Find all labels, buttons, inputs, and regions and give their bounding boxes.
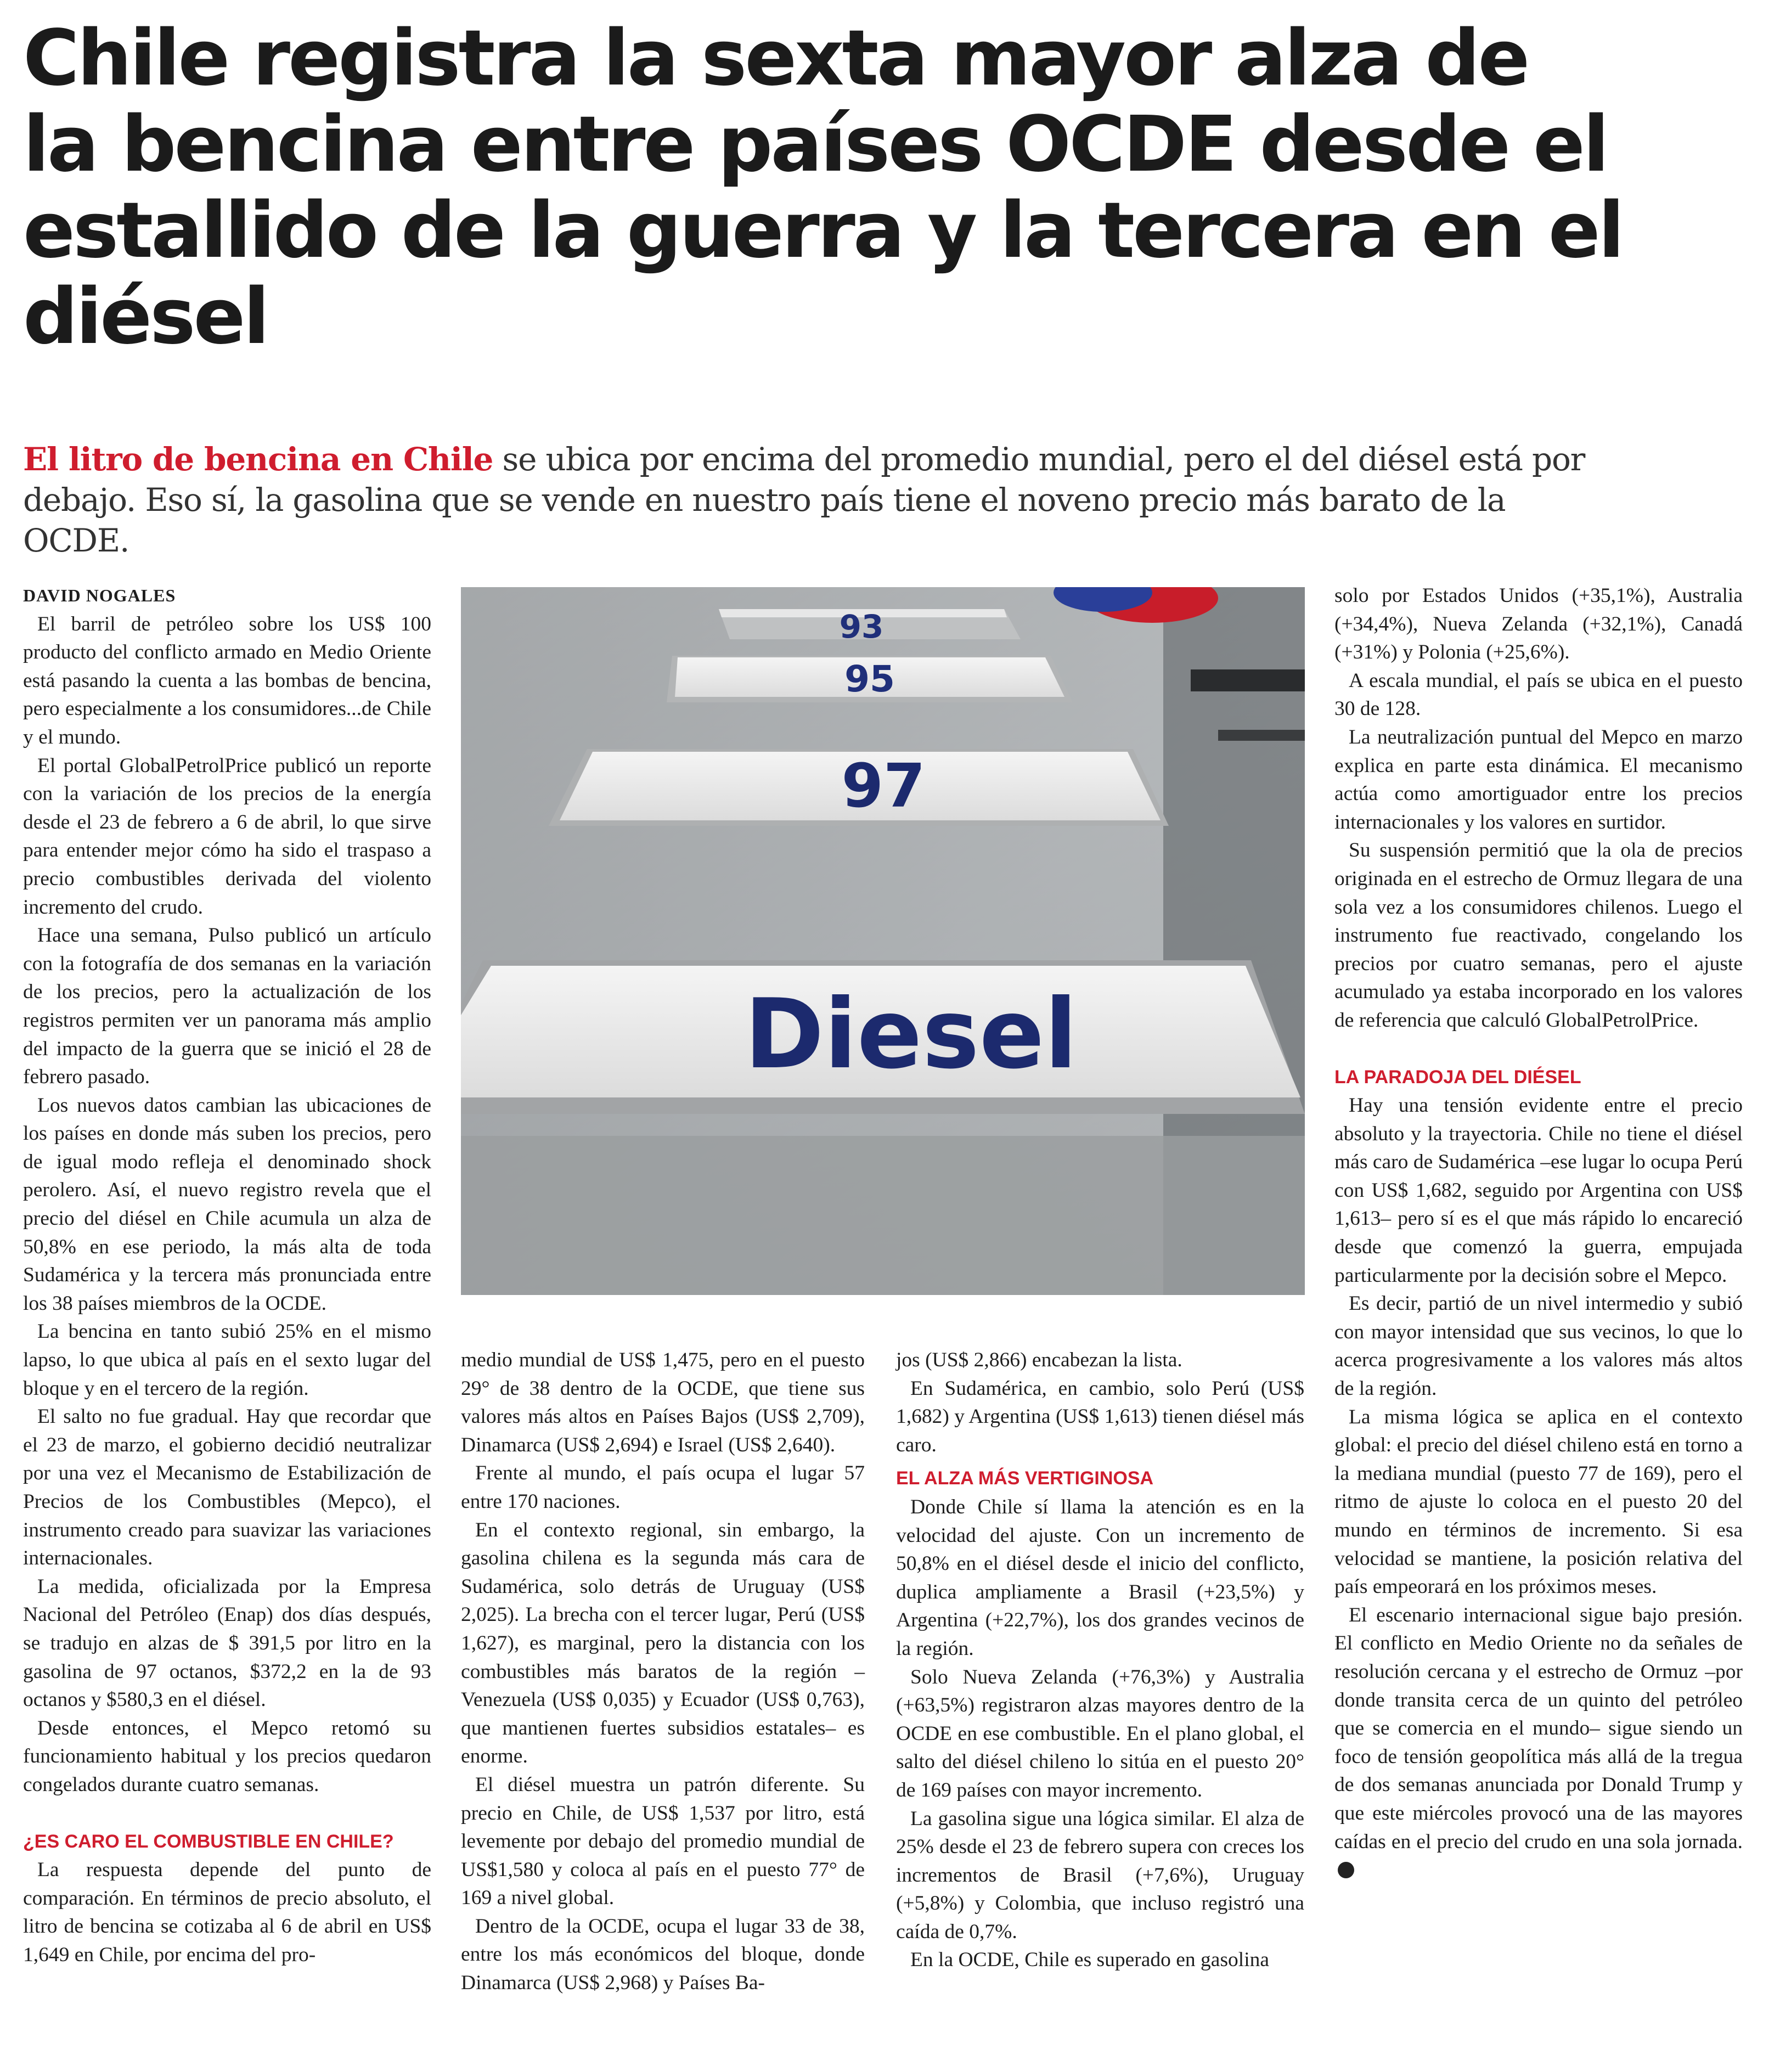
paragraph: Es decir, partió de un nivel intermedio y subió con mayor intensidad que sus vecinos, lo que lo acerca progresivamente a los valores más altos de la región.: [1334, 1292, 1743, 1400]
paragraph: La neutralización puntual del Mepco en marzo explica en parte esta dinámica. El mecanismo actúa como amortiguador entre los precios internacionales y los valores en surtidor.: [1334, 725, 1743, 834]
final-paragraph-text: El escenario internacional sigue bajo presión. El conflicto en Medio Oriente no da señales de resolución cercana y el estrecho de Ormuz –por donde transita cerca de un quinto del petróleo que se comercia en el mundo– sigue siendo un foco de tensión geopolítica más allá de la tregua de dos semanas anunciada por Donald Trump y que este miércoles provocó una de las mayores caídas en el precio del crudo en una sola jornada.: [1334, 1603, 1743, 1853]
paragraph: La misma lógica se aplica en el contexto global: el precio del diésel chileno está en torno a la mediana mundial (puesto 77 de 169), pero el ritmo de ajuste lo coloca en el puesto 20 del mundo en términos de incremento. Si esa velocidad se mantiene, la posición relativa del país empeorará en los próximos meses.: [1334, 1405, 1743, 1598]
fuel-pump-illustration: [461, 587, 1305, 1295]
paragraph: Hace una semana, Pulso publicó un artículo con la fotografía de dos semanas en la variación de los precios, pero la actualización de los registros permiten ver un panorama más amplio del impacto de la guerra que se inició el 28 de febrero pasado.: [23, 924, 431, 1089]
paragraph: La bencina en tanto subió 25% en el mismo lapso, lo que ubica al país en el sexto lugar del bloque y en el tercero de la región.: [23, 1320, 431, 1400]
photo-fuel-pump: [461, 587, 1305, 1295]
pump-label-diesel: Diesel: [744, 979, 1078, 1090]
pump-label-93: 93: [839, 608, 884, 645]
byline: DAVID NOGALES: [23, 585, 176, 605]
pump-label-97: 97: [841, 751, 926, 821]
paragraph: En el contexto regional, sin embargo, la gasolina chilena es la segunda más cara de Sudamérica, solo detrás de Uruguay (US$ 2,025). La brecha con el tercer lugar, Perú (US$ 1,627), es marginal, pero la distancia con los combustibles más baratos de la región –Venezuela (US$ 0,035) y Ecuador (US$ 0,763), que mantienen fuertes subsidios estatales– es enorme.: [461, 1518, 865, 1768]
column-4: [1334, 582, 1743, 1884]
paragraph: solo por Estados Unidos (+35,1%), Australia (+34,4%), Nueva Zelanda (+32,1%), Canadá (+31%) y Polonia (+25,6%).: [1334, 584, 1743, 664]
paragraph: A escala mundial, el país se ubica en el puesto 30 de 128.: [1334, 669, 1743, 720]
paragraph: medio mundial de US$ 1,475, pero en el puesto 29° de 38 dentro de la OCDE, que tiene sus valores más altos en Países Bajos (US$ 2,709), Dinamarca (US$ 2,694) e Israel (US$ 2,640).: [461, 1349, 865, 1456]
section-heading: EL ALZA MÁS VERTIGINOSA: [896, 1468, 1154, 1489]
column-3: [896, 1346, 1304, 1974]
paragraph: En Sudamérica, en cambio, solo Perú (US$ 1,682) y Argentina (US$ 1,613) tienen diésel más caro.: [896, 1377, 1304, 1456]
section-heading: LA PARADOJA DEL DIÉSEL: [1334, 1066, 1581, 1088]
paragraph: jos (US$ 2,866) encabezan la lista.: [896, 1349, 1182, 1371]
paragraph: El diésel muestra un patrón diferente. Su precio en Chile, de US$ 1,537 por litro, está levemente por debajo del promedio mundial de US$1,580 y coloca al país en el puesto 77° de 169 a nivel global.: [461, 1773, 865, 1910]
paragraph: El salto no fue gradual. Hay que recordar que el 23 de marzo, el gobierno decidió neutralizar por una vez el Mecanismo de Estabilización de Precios de los Combustibles (Mepco), el instrumento creado para suavizar las variaciones internacionales.: [23, 1405, 431, 1570]
deck-lead: El litro de bencina en Chile: [23, 441, 493, 478]
paragraph: En la OCDE, Chile es superado en gasolina: [910, 1949, 1270, 1972]
paragraph: Solo Nueva Zelanda (+76,3%) y Australia (+63,5%) registraron alzas mayores dentro de la OCDE en ese combustible. En el plano global, el salto del diésel chileno lo sitúa en el puesto 20° de 169 países con mayor incremento.: [896, 1665, 1304, 1801]
section-heading: ¿ES CARO EL COMBUSTIBLE EN CHILE?: [23, 1831, 394, 1852]
paragraph: El portal GlobalPetrolPrice publicó un reporte con la variación de los precios de la energía desde el 23 de febrero a 6 de abril, lo que sirve para entender mejor cómo ha sido el traspaso a precio combustibles derivada del violento incremento del crudo.: [23, 754, 431, 919]
paragraph: Dentro de la OCDE, ocupa el lugar 33 de 38, entre los más económicos del bloque, donde Dinamarca (US$ 2,968) y Países Ba-: [461, 1915, 865, 1995]
paragraph: La medida, oficializada por la Empresa Nacional del Petróleo (Enap) dos días después, se tradujo en alzas de $ 391,5 por litro en la gasolina de 97 octanos, $372,2 en la de 93 octanos y $580,3 en el diésel.: [23, 1575, 431, 1711]
deck: [23, 439, 1614, 561]
paragraph: Hay una tensión evidente entre el precio absoluto y la trayectoria. Chile no tiene el diésel más caro de Sudamérica –ese lugar lo ocupa Perú con US$ 1,682, seguido por Argentina con US$ 1,613– pero sí es el que más rápido lo encareció desde que comenzó la guerra, empujada particularmente por la decisión sobre el Mepco.: [1334, 1094, 1743, 1287]
paragraph: [1334, 1601, 1743, 1884]
pump-label-95: 95: [844, 658, 895, 700]
column-2: [461, 1346, 865, 1997]
paragraph: Desde entonces, el Mepco retomó su funcionamiento habitual y los precios quedaron congelados durante cuatro semanas.: [23, 1716, 431, 1796]
end-mark-icon: [1338, 1862, 1354, 1878]
paragraph: Frente al mundo, el país ocupa el lugar 57 entre 170 naciones.: [461, 1462, 865, 1513]
paragraph: Donde Chile sí llama la atención es en la velocidad del ajuste. Con un incremento de 50,8% en el diésel desde el inicio del conflicto, duplica ampliamente a Brasil (+23,5%) y Argentina (+22,7%), los dos grandes vecinos de la región.: [896, 1495, 1304, 1660]
deck-text: se ubica por encima del promedio mundial, pero el del diésel está por debajo. Eso sí, la gasolina que se vende en nuestro país tiene el noveno precio más barato de la OCDE.: [23, 441, 1585, 559]
paragraph: Los nuevos datos cambian las ubicaciones de los países en donde más suben los precios, pero de igual modo refleja el denominado shock perolero. Así, el nuevo registro revela que el precio del diésel en Chile acumula un alza de 50,8% en ese periodo, la más alta de toda Sudamérica y la tercera más pronunciada entre los 38 países miembros de la OCDE.: [23, 1094, 431, 1315]
paragraph: La gasolina sigue una lógica similar. El alza de 25% desde el 23 de febrero supera con creces los incrementos de Brasil (+7,6%), Uruguay (+5,8%) y Colombia, que incluso registró una caída de 0,7%.: [896, 1807, 1304, 1943]
headline: Chile registra la sexta mayor alza de la bencina entre países OCDE desde el estallido de la guerra y la tercera en el diésel: [23, 14, 1623, 362]
paragraph: La respuesta depende del punto de comparación. En términos de precio absoluto, el litro de bencina se cotizaba al 6 de abril en US$ 1,649 en Chile, por encima del pro-: [23, 1859, 431, 1966]
paragraph: Su suspensión permitió que la ola de precios originada en el estrecho de Ormuz llegara de una sola vez a los consumidores chilenos. Luego el instrumento fue reactivado, congelando los precios por cuatro semanas, pero el ajuste acumulado ya estaba incorporado en los valores de referencia que calculó GlobalPetrolPrice.: [1334, 839, 1743, 1032]
paragraph: El barril de petróleo sobre los US$ 100 producto del conflicto armado en Medio Oriente está pasando la cuenta a las bombas de bencina, pero especialmente a los consumidores...de Chile y el mundo.: [23, 612, 431, 748]
column-1: [23, 582, 431, 1969]
